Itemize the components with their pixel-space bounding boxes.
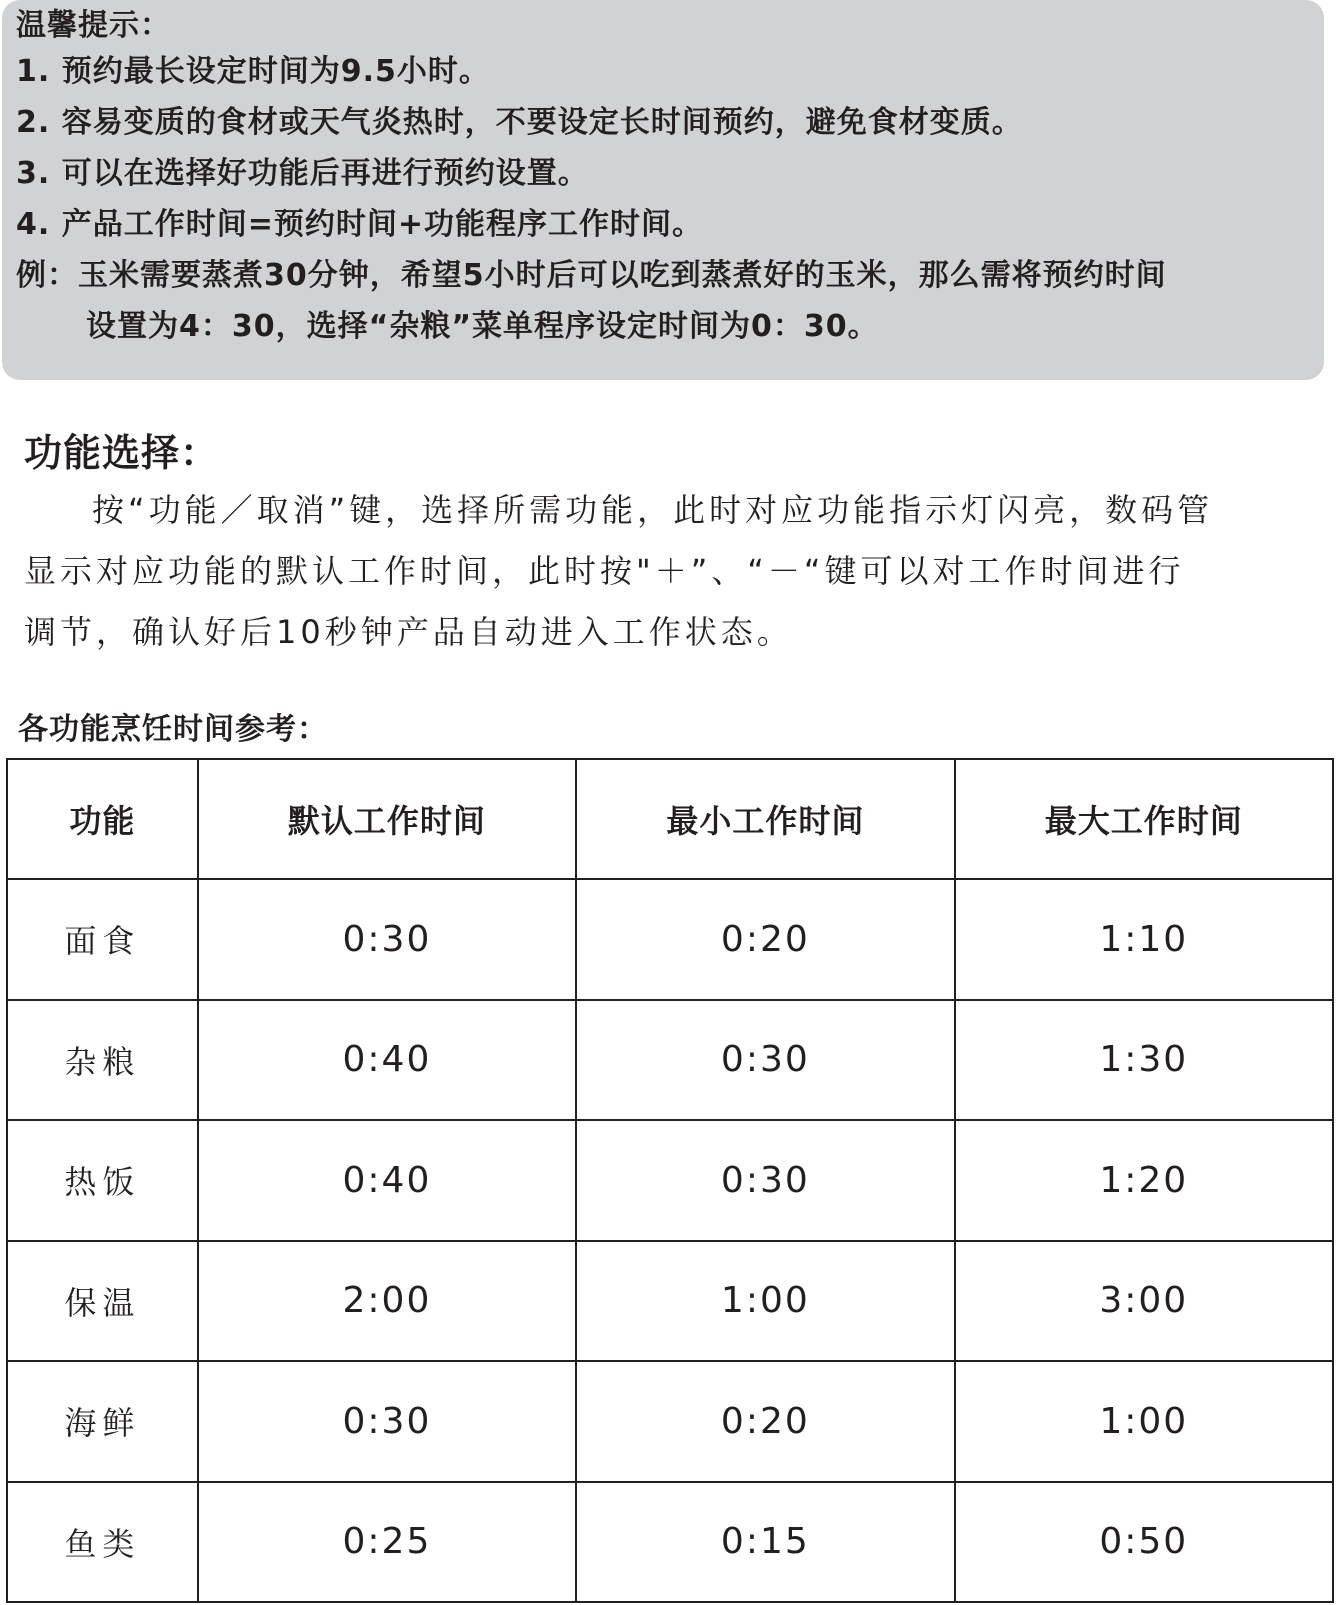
function-name: 杂粮 [7,1000,198,1121]
min-time: 0:20 [576,1361,954,1482]
function-name: 海鲜 [7,1361,198,1482]
max-time: 1:00 [955,1361,1333,1482]
default-time: 0:40 [198,1000,576,1121]
max-time: 3:00 [955,1241,1333,1362]
default-time: 2:00 [198,1241,576,1362]
min-time: 0:30 [576,1120,954,1241]
min-time: 1:00 [576,1241,954,1362]
table-header-row [7,759,1333,879]
tips-box [2,0,1324,380]
min-time: 0:30 [576,1000,954,1121]
min-time: 0:15 [576,1482,954,1603]
max-time: 1:20 [955,1120,1333,1241]
tip-item-2: 2. 容易变质的食材或天气炎热时，不要设定长时间预约，避免食材变质。 [16,105,1023,140]
header-min-time: 最小工作时间 [576,759,954,879]
default-time: 0:30 [198,879,576,1000]
table-row [7,1241,1333,1362]
header-max-time: 最大工作时间 [955,759,1333,879]
function-name: 面食 [7,879,198,1000]
function-name: 保温 [7,1241,198,1362]
function-name: 热饭 [7,1120,198,1241]
tip-item-4: 4. 产品工作时间=预约时间+功能程序工作时间。 [16,207,703,242]
tip-item-3: 3. 可以在选择好功能后再进行预约设置。 [16,156,589,191]
table-row [7,879,1333,1000]
cooking-table-title: 各功能烹饪时间参考： [18,712,328,747]
default-time: 0:40 [198,1120,576,1241]
min-time: 0:20 [576,879,954,1000]
tip-example-line-2: 设置为4：30，选择“杂粮”菜单程序设定时间为0：30。 [86,309,879,344]
table-row [7,1482,1333,1603]
table-row [7,1361,1333,1482]
paragraph-line-3: 调节，确认好后10秒钟产品自动进入工作状态。 [24,613,793,651]
table-row [7,1120,1333,1241]
max-time: 1:10 [955,879,1333,1000]
max-time: 1:30 [955,1000,1333,1121]
function-select-title: 功能选择： [24,431,220,475]
header-function: 功能 [7,759,198,879]
function-name: 鱼类 [7,1482,198,1603]
default-time: 0:30 [198,1361,576,1482]
max-time: 0:50 [955,1482,1333,1603]
cooking-time-table [6,758,1334,1603]
function-select-paragraph [24,480,1314,663]
table-row [7,1000,1333,1121]
default-time: 0:25 [198,1482,576,1603]
tip-example-line-1: 例：玉米需要蒸煮30分钟，希望5小时后可以吃到蒸煮好的玉米，那么需将预约时间 [16,258,1167,293]
paragraph-line-1: 按“功能／取消”键，选择所需功能，此时对应功能指示灯闪亮，数码管 [92,491,1214,529]
tip-item-1: 1. 预约最长设定时间为9.5小时。 [16,54,490,89]
header-default-time: 默认工作时间 [198,759,576,879]
tips-title: 温馨提示： [16,8,171,43]
paragraph-line-2: 显示对应功能的默认工作时间，此时按"＋”、“－“键可以对工作时间进行 [24,552,1185,590]
